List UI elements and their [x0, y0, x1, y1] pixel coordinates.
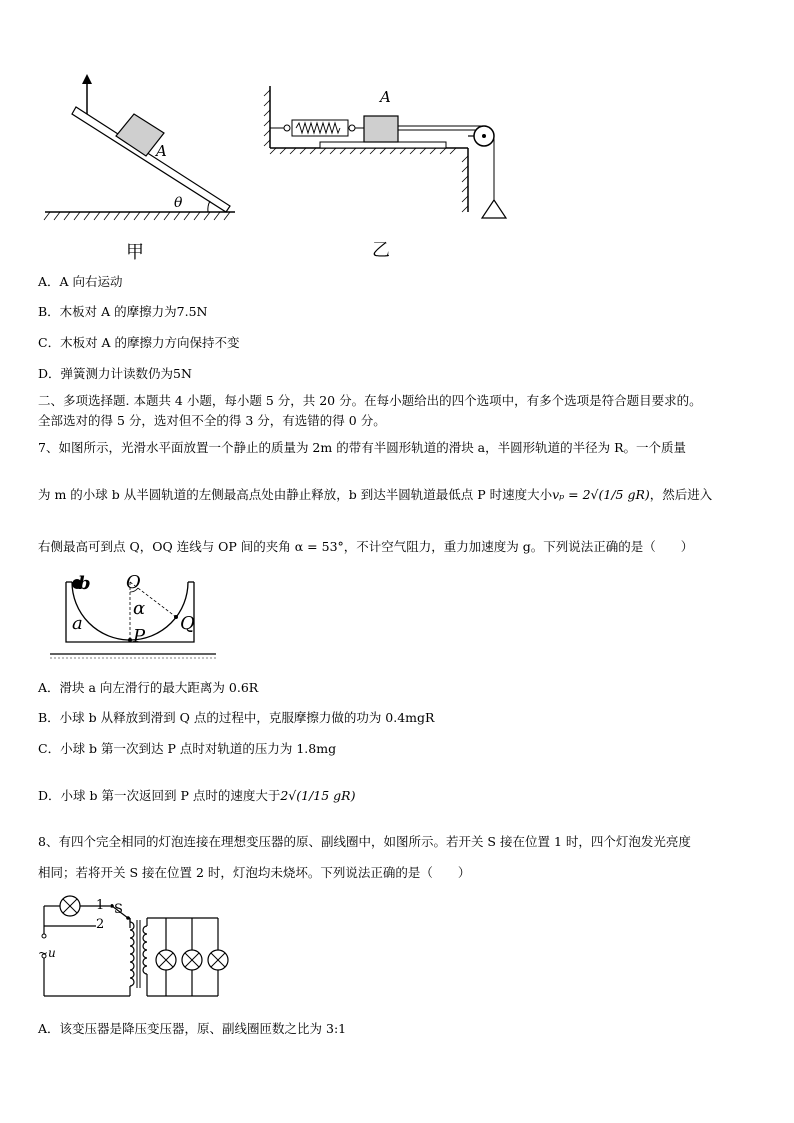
- label-switch-s: S: [114, 902, 123, 917]
- q8-option-a: A．该变压器是降压变压器，原、副线圈匝数之比为 3:1: [38, 1021, 347, 1036]
- label-a-incline: A: [156, 142, 167, 160]
- label-b: b: [78, 573, 91, 594]
- q7-velocity-formula: vₚ = 2√(1/5 gR): [552, 487, 650, 502]
- q6-option-b: B．木板对 A 的摩擦力为7.5N: [38, 304, 208, 319]
- q6-option-d: D．弹簧测力计读数仍为5N: [38, 366, 192, 381]
- caption-yi: 乙: [372, 240, 390, 261]
- q8-line1: 8、有四个完全相同的灯泡连接在理想变压器的原、副线圈中，如图所示。若开关 S 接在位置 1 时，四个灯泡发光亮度: [38, 834, 691, 849]
- label-switch-1: 1: [96, 898, 105, 913]
- label-theta: θ: [174, 195, 183, 211]
- label-alpha: α: [133, 598, 146, 619]
- figure-incline: [40, 70, 240, 260]
- q7-option-a: A．滑块 a 向左滑行的最大距离为 0.6R: [38, 680, 259, 695]
- q7-line1: 7、如图所示，光滑水平面放置一个静止的质量为 2m 的带有半圆形轨道的滑块 a，半圆形轨道的半径为 R。一个质量: [38, 440, 687, 455]
- q7-line2-text: 为 m 的小球 b 从半圆轨道的左侧最高点处由静止释放，b 到达半圆轨道最低点 P 时速度大小: [38, 487, 553, 502]
- label-switch-2: 2: [96, 917, 105, 932]
- q7-line2-tail: ，然后进入: [649, 487, 713, 502]
- q7-option-d-text: D．小球 b 第一次返回到 P 点时的速度大于: [38, 788, 281, 803]
- figure-transformer-circuit: [36, 890, 246, 1002]
- q7-option-b: B．小球 b 从释放到滑到 Q 点的过程中，克服摩擦力做的功为 0.4mgR: [38, 710, 435, 725]
- section2-line1: 二、多项选择题. 本题共 4 小题，每小题 5 分，共 20 分。在每小题给出的四个选项中，有多个选项是符合题目要求的。: [38, 393, 702, 408]
- label-a-scale: A: [380, 88, 391, 106]
- q7-option-d: [38, 786, 355, 804]
- caption-jia: 甲: [126, 242, 144, 263]
- label-source-u: ~u: [38, 946, 56, 960]
- label-q: Q: [180, 613, 195, 634]
- q6-option-c: C．木板对 A 的摩擦力方向保持不变: [38, 335, 240, 350]
- q8-line2: 相同；若将开关 S 接在位置 2 时，灯泡均未烧坏。下列说法正确的是（ ）: [38, 865, 471, 880]
- q7-option-c: C．小球 b 第一次到达 P 点时对轨道的压力为 1.8mg: [38, 741, 337, 756]
- label-p: P: [133, 626, 146, 647]
- q7-option-d-formula: 2√(1/15 gR): [280, 788, 356, 803]
- label-a-block: a: [72, 613, 83, 634]
- section2-line2: 全部选对的得 5 分，选对但不全的得 3 分，有选错的得 0 分。: [38, 413, 386, 428]
- q6-option-a: A．A 向右运动: [38, 274, 123, 289]
- label-o: O: [126, 572, 141, 593]
- q7-line2: [38, 485, 712, 503]
- q7-line3: 右侧最高可到点 Q，OQ 连线与 OP 间的夹角 α = 53°，不计空气阻力，重力加速度为 g。下列说法正确的是（ ）: [38, 539, 694, 554]
